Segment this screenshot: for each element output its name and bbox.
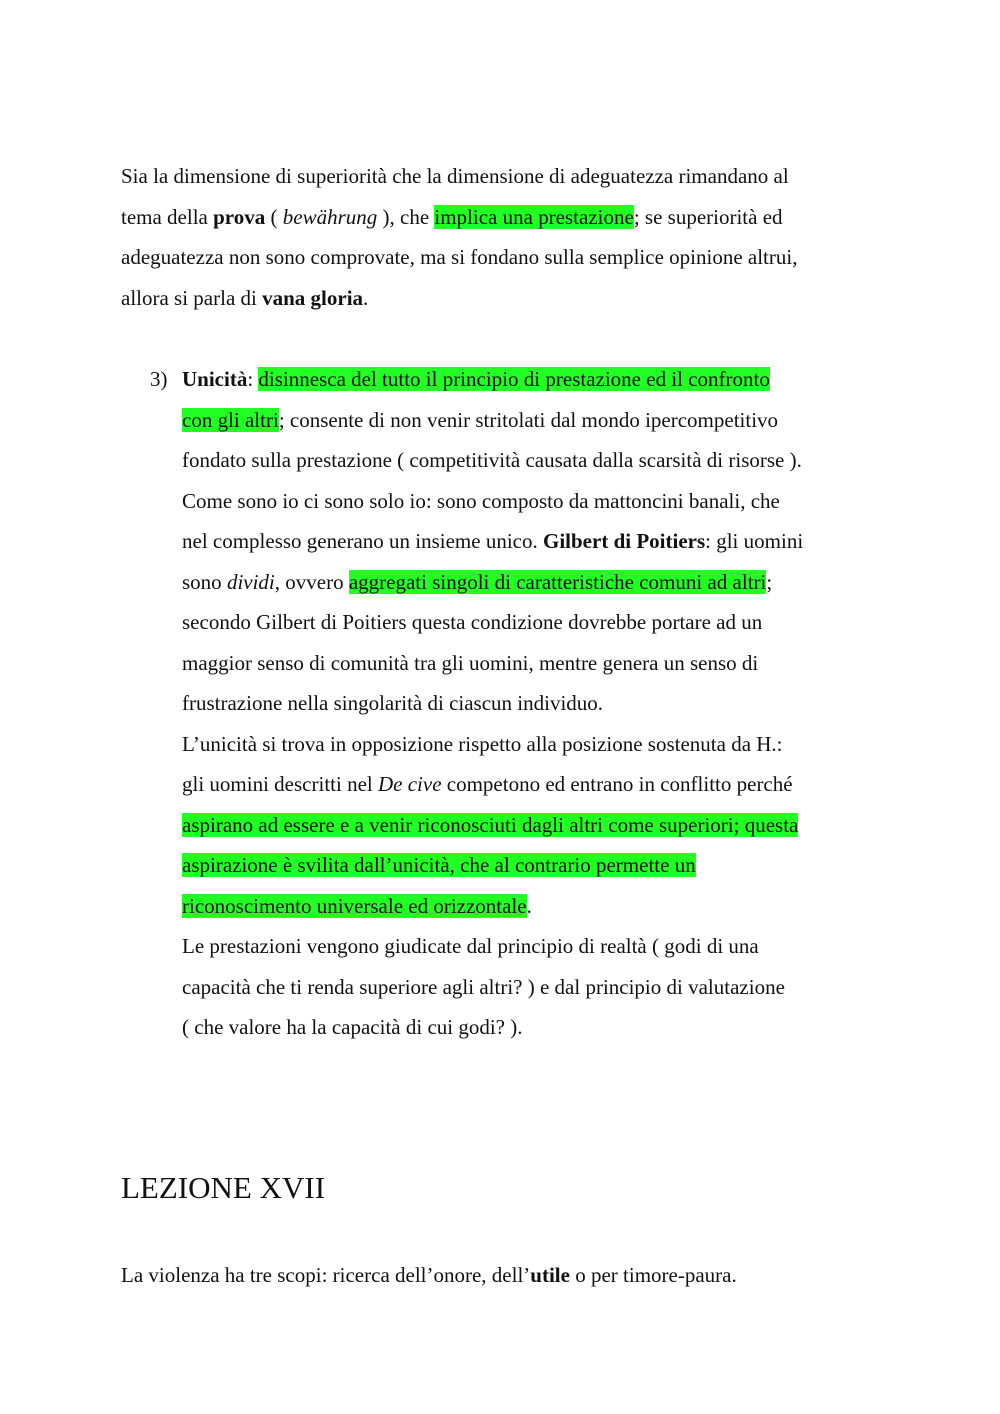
- italic-term-dividi: dividi: [226, 569, 275, 594]
- paragraph-prova: [121, 156, 891, 318]
- text-line: sono dividi, ovvero aggregati singoli di caratteristiche comuni ad altri;: [182, 569, 773, 594]
- bold-term-vana-gloria: vana gloria: [262, 285, 364, 310]
- list-number: 3): [150, 367, 168, 391]
- text-line: [182, 805, 891, 846]
- italic-term-de-cive: De cive: [377, 772, 442, 796]
- text-line: gli uomini descritti nel De cive competono ed entrano in conflitto perché: [182, 772, 793, 796]
- text-line: maggior senso di comunità tra gli uomini, mentre genera un senso di: [182, 650, 759, 675]
- bold-term-utile: utile: [530, 1263, 570, 1287]
- highlight: aspirano ad essere e a venir riconosciuti dagli altri come superiori; questa: [182, 812, 799, 837]
- text-line: con gli altri; consente di non venir stritolati dal mondo ipercompetitivo: [182, 407, 779, 432]
- text-line: Come sono io ci sono solo io: sono composto da mattoncini banali, che: [182, 488, 780, 513]
- text-line: secondo Gilbert di Poitiers questa condizione dovrebbe portare ad un: [182, 610, 763, 634]
- highlight: disinnesca del tutto il principio di prestazione ed il confronto: [258, 367, 770, 391]
- highlight: implica una prestazione: [434, 204, 634, 229]
- text-line: Le prestazioni vengono giudicate dal principio di realtà ( godi di una: [182, 934, 759, 958]
- paragraph-violenza: [121, 1255, 891, 1296]
- highlight: con gli altri: [182, 407, 279, 432]
- text-line: [182, 845, 891, 886]
- text-line: capacità che ti renda superiore agli altri? ) e dal principio di valutazione: [182, 974, 785, 999]
- highlight: aggregati singoli di caratteristiche comuni ad altri: [348, 569, 767, 594]
- bold-term-prova: prova: [213, 204, 266, 229]
- text-line: riconoscimento universale ed orizzontale.: [182, 893, 532, 918]
- section-heading: LEZIONE XVII: [121, 1170, 326, 1205]
- text-line: Unicità: disinnesca del tutto il principio di prestazione ed il confronto: [182, 367, 770, 391]
- highlight: aspirazione è svilita dall’unicità, che al contrario permette un: [182, 853, 696, 877]
- text-line: tema della prova ( bewährung ), che implica una prestazione; se superiorità ed: [121, 204, 783, 229]
- text-line: fondato sulla prestazione ( competitività causata dalla scarsità di risorse ).: [182, 448, 802, 472]
- bold-term-unicita: Unicità: [182, 367, 248, 391]
- bold-term-gilbert: Gilbert di Poitiers: [543, 529, 706, 553]
- list-item-body: [182, 359, 891, 1048]
- text-line: ( che valore ha la capacità di cui godi? ).: [182, 1015, 523, 1039]
- text-line: allora si parla di vana gloria.: [121, 285, 369, 310]
- highlight: riconoscimento universale ed orizzontale: [182, 893, 527, 918]
- text-line: La violenza ha tre scopi: ricerca dell’onore, dell’utile o per timore-paura.: [121, 1263, 737, 1287]
- text-line: L’unicità si trova in opposizione rispetto alla posizione sostenuta da H.:: [182, 731, 783, 756]
- text-line: frustrazione nella singolarità di ciascun individuo.: [182, 691, 604, 715]
- text-line: Sia la dimensione di superiorità che la dimensione di adeguatezza rimandano al: [121, 164, 789, 188]
- text-line: adeguatezza non sono comprovate, ma si fondano sulla semplice opinione altrui,: [121, 245, 798, 269]
- text-line: nel complesso generano un insieme unico. Gilbert di Poitiers: gli uomini: [182, 529, 804, 553]
- italic-term-bewahrung: bewährung: [282, 204, 378, 229]
